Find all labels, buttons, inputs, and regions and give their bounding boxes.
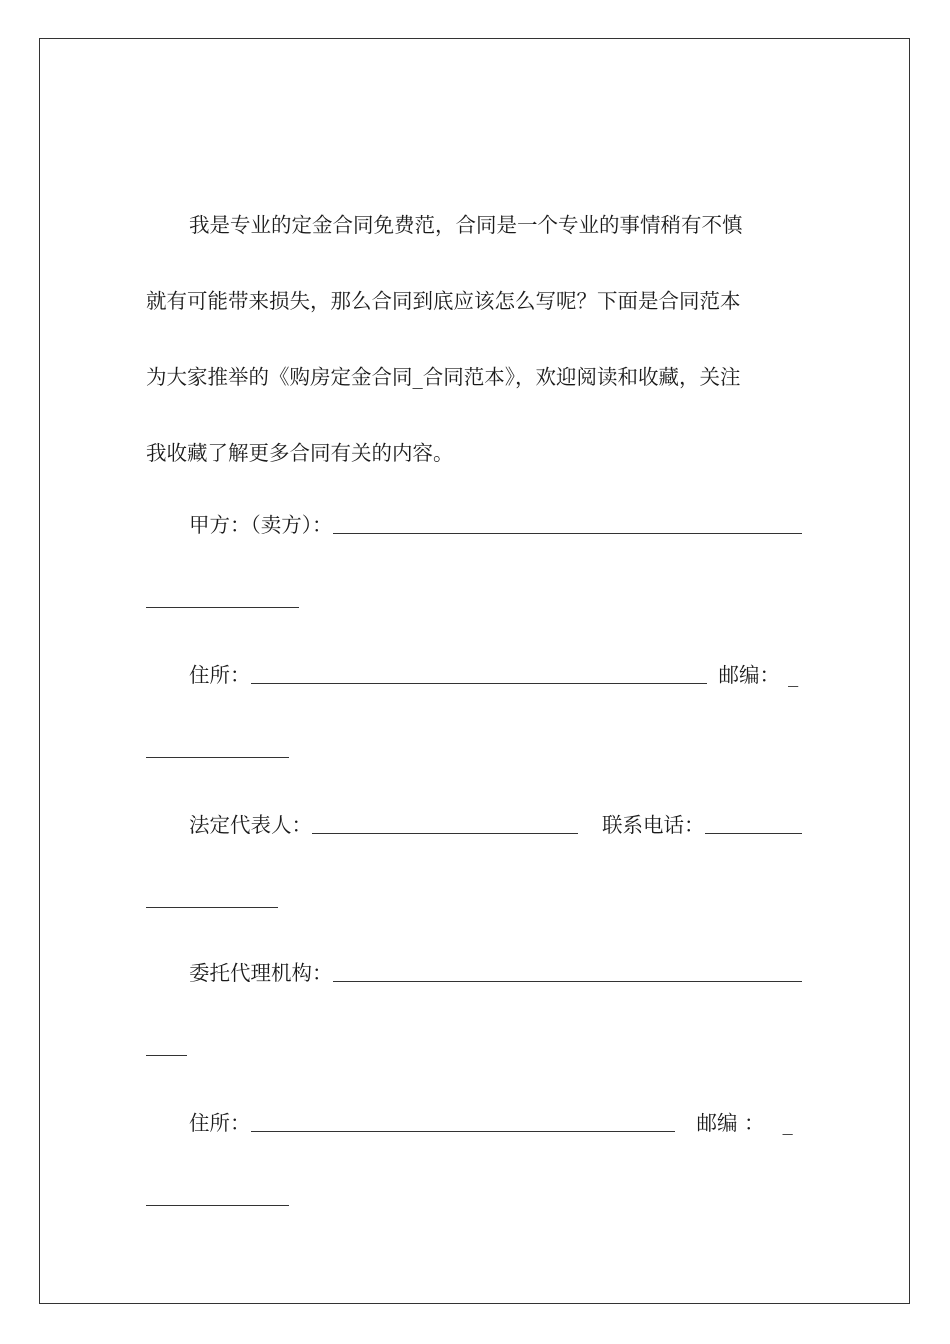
address2-label: 住所： <box>189 1111 251 1135</box>
phone-field-continued[interactable] <box>146 907 278 908</box>
intro-line-4: 我收藏了解更多合同有关的内容。 <box>146 441 454 465</box>
address2-row <box>189 1110 802 1136</box>
postcode-field-continued[interactable] <box>146 757 289 758</box>
address-field[interactable] <box>251 665 707 684</box>
legal-rep-label: 法定代表人： <box>189 813 312 837</box>
intro-line-1: 我是专业的定金合同免费范，合同是一个专业的事情稍有不慎 <box>189 213 743 237</box>
address-row <box>189 662 802 688</box>
agent-field-continued[interactable] <box>146 1055 187 1056</box>
party-a-label: 甲方：（卖方）： <box>189 513 333 537</box>
address2-field[interactable] <box>251 1113 675 1132</box>
agent-field[interactable] <box>333 963 803 982</box>
postcode-label: 邮编： <box>718 663 780 687</box>
phone-field[interactable] <box>705 815 803 834</box>
party-a-field-continued[interactable] <box>146 607 299 608</box>
address-label: 住所： <box>189 663 251 687</box>
phone-label: 联系电话： <box>602 813 705 837</box>
postcode2-label: 邮编 ： <box>696 1111 765 1135</box>
postcode2-field[interactable]: _ <box>782 1111 793 1135</box>
intro-line-3: 为大家推举的《购房定金合同_合同范本》，欢迎阅读和收藏，关注 <box>146 365 741 389</box>
agent-label: 委托代理机构： <box>189 961 333 985</box>
postcode2-field-continued[interactable] <box>146 1205 289 1206</box>
legal-rep-field[interactable] <box>312 815 578 834</box>
party-a-field[interactable] <box>333 515 803 534</box>
party-a-row <box>189 512 802 538</box>
postcode-field[interactable]: _ <box>788 663 799 687</box>
agent-row <box>189 960 802 986</box>
legal-rep-row <box>189 812 802 838</box>
intro-line-2: 就有可能带来损失，那么合同到底应该怎么写呢？下面是合同范本 <box>146 289 741 313</box>
